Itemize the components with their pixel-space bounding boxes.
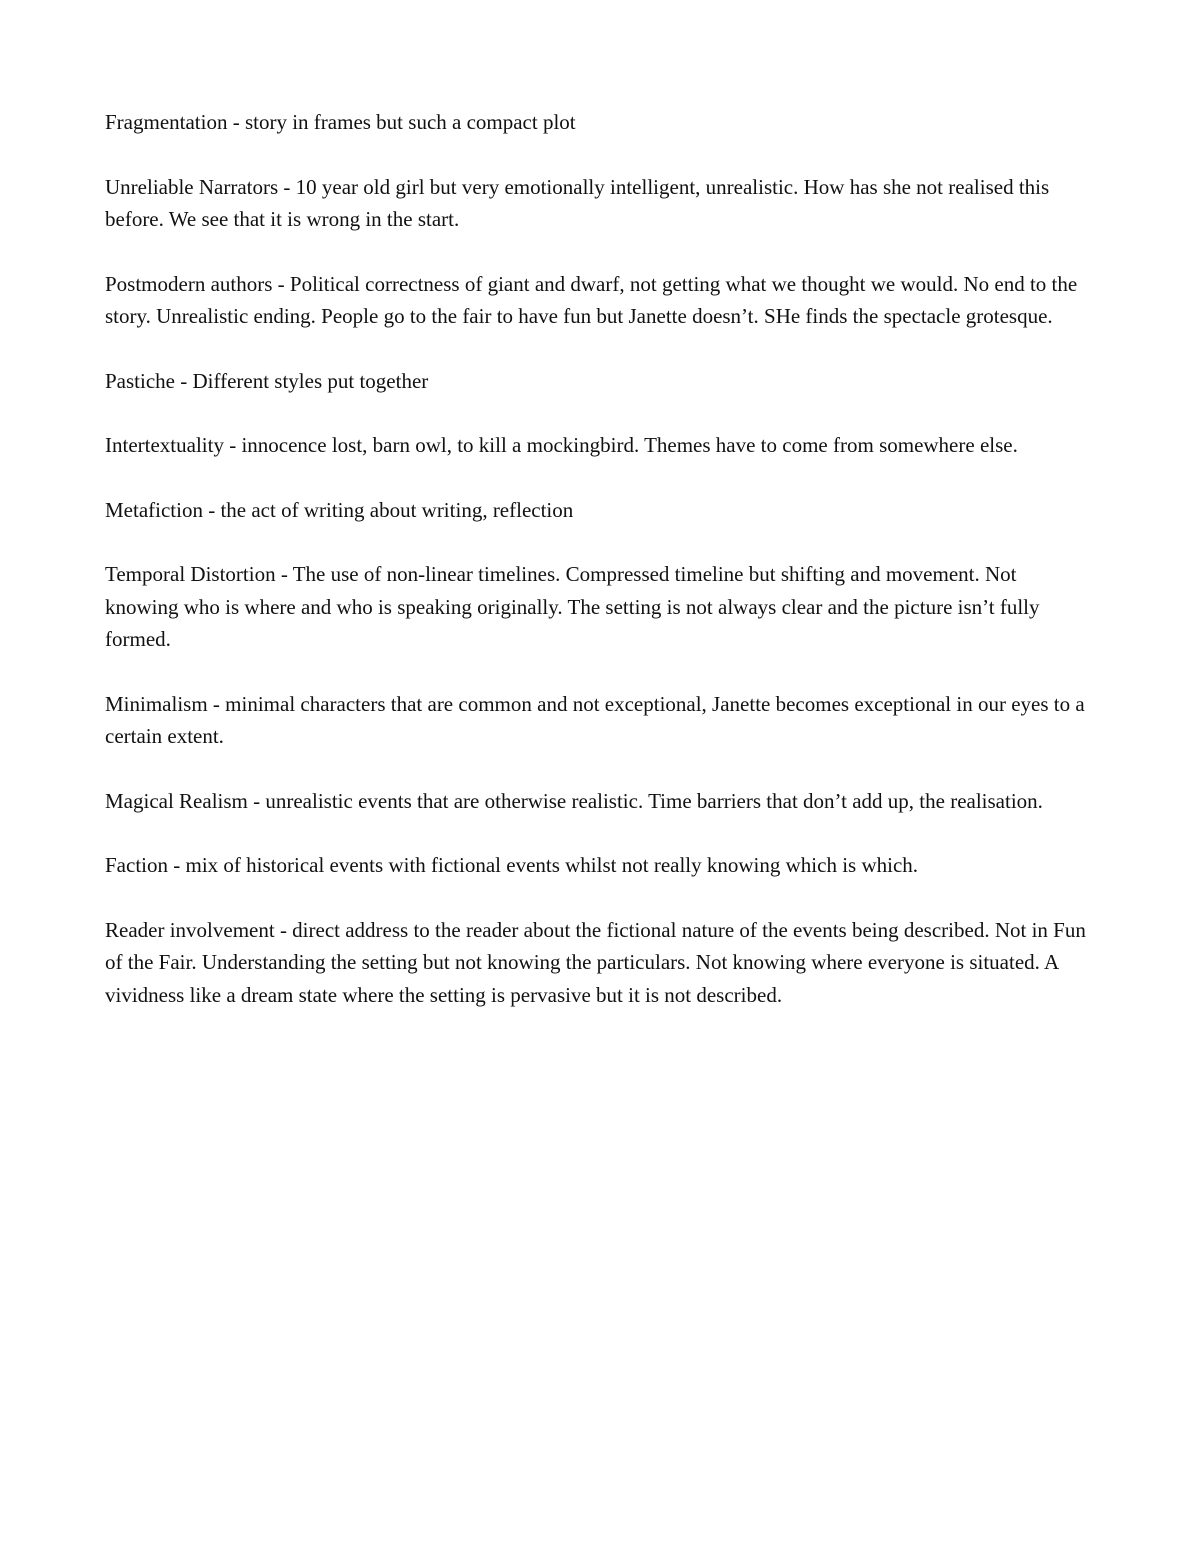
paragraph-metafiction: Metafiction - the act of writing about writing, reflection [105, 497, 574, 522]
paragraph-temporal-distortion: Temporal Distortion - The use of non-linear timelines. Compressed timeline but shifting and movement. Not knowing who is where and who is speaking originally. The setting is not always clear and the picture isn’t fully formed. [105, 562, 1040, 651]
paragraph-postmodern-authors: Postmodern authors - Political correctness of giant and dwarf, not getting what we thought we would. No end to the story. Unrealistic ending. People go to the fair to have fun but Janette doesn’t. SHe finds the spectacle grotesque. [105, 271, 1078, 328]
paragraph-reader-involvement: Reader involvement - direct address to the reader about the fictional nature of the events being described. Not in Fun of the Fair. Understanding the setting but not knowing the particulars. Not knowing where everyone is situated. A vividness like a dream state where the setting is pervasive but it is not described. [105, 917, 1086, 1007]
paragraph-pastiche: Pastiche - Different styles put together [105, 368, 429, 393]
paragraph-fragmentation: Fragmentation - story in frames but such a compact plot [105, 110, 576, 134]
paragraph-faction: Faction - mix of historical events with fictional events whilst not really knowing which is which. [105, 853, 919, 877]
paragraph-minimalism: Minimalism - minimal characters that are common and not exceptional, Janette becomes exceptional in our eyes to a certain extent. [105, 691, 1085, 748]
paragraph-unreliable-narrators: Unreliable Narrators - 10 year old girl but very emotionally intelligent, unrealistic. How has she not realised this before. We see that it is wrong in the start. [105, 174, 1050, 231]
paragraph-magical-realism: Magical Realism - unrealistic events that are otherwise realistic. Time barriers that don’t add up, the realisation. [105, 788, 1043, 813]
paragraph-intertextuality: Intertextuality - innocence lost, barn owl, to kill a mockingbird. Themes have to come from somewhere else. [105, 433, 1018, 457]
document-body [105, 106, 1095, 1043]
